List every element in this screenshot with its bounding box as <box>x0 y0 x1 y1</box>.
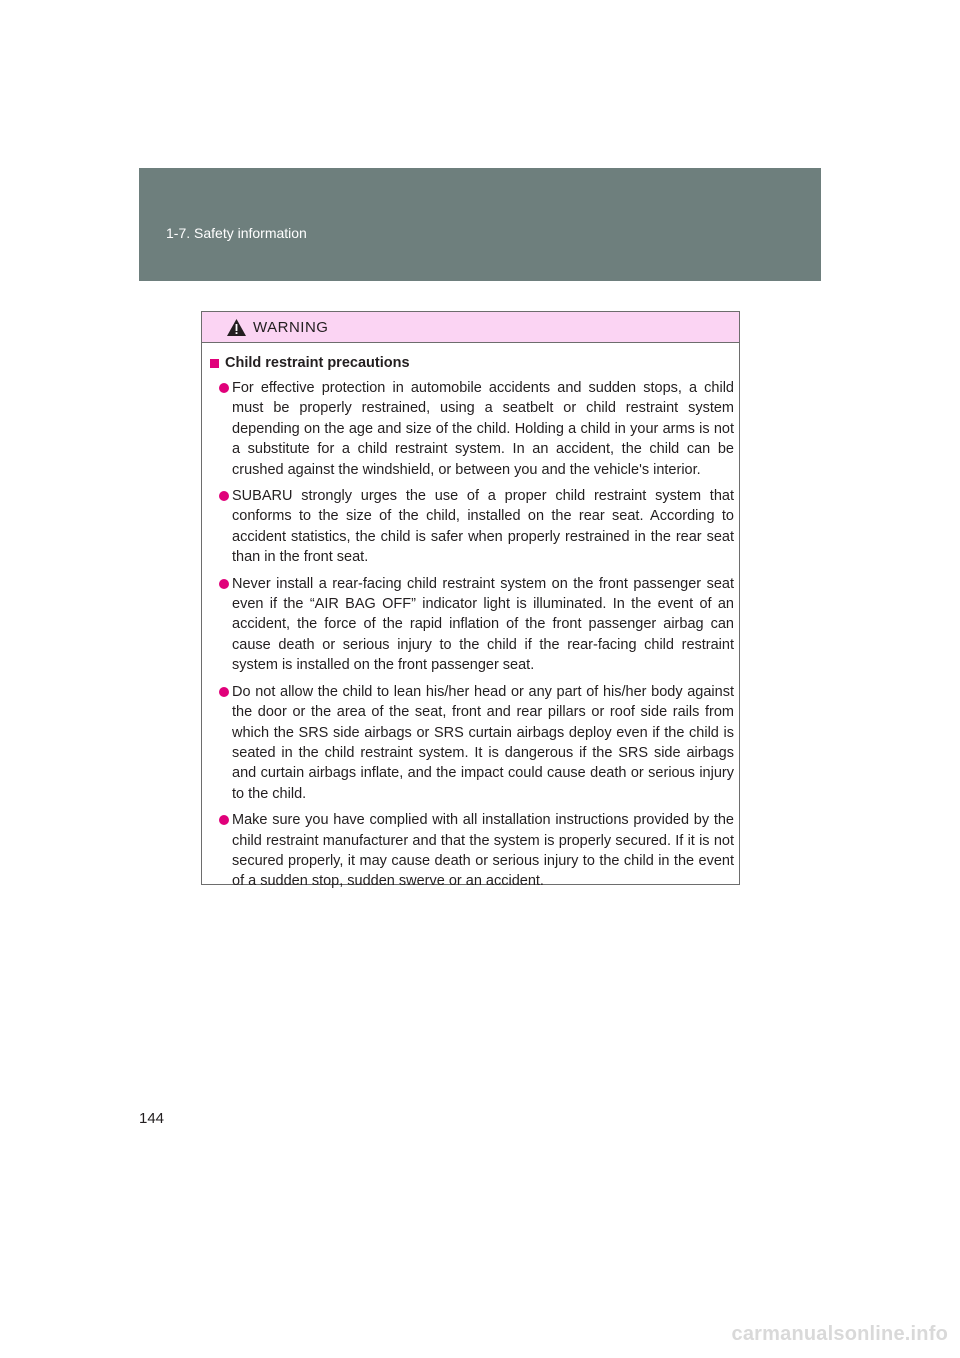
dot-bullet-icon <box>219 687 229 697</box>
list-item <box>209 378 734 480</box>
warning-label: WARNING <box>253 318 329 336</box>
subsection-heading <box>209 355 734 371</box>
dot-bullet-icon <box>219 815 229 825</box>
warning-body <box>202 343 739 892</box>
warning-box <box>201 311 740 890</box>
warning-triangle-icon <box>226 318 247 337</box>
list-item <box>209 682 734 804</box>
list-item <box>209 810 734 892</box>
square-bullet-icon <box>210 359 219 368</box>
warning-header <box>202 312 739 343</box>
list-item-text: Never install a rear-facing child restraint system on the front passenger seat even if the “AIR BAG OFF” indicator light is illuminated. In the event of an accident, the force of the rapid inflation of the front passenger airbag can cause death or serious injury to the child if the rear-facing child restraint system is installed on the front passenger seat. <box>232 575 734 674</box>
list-item <box>209 574 734 676</box>
dot-bullet-icon <box>219 491 229 501</box>
watermark: carmanualsonline.info <box>731 1323 948 1345</box>
section-title: 1-7. Safety information <box>166 225 307 241</box>
list-item <box>209 486 734 568</box>
list-item-text: For effective protection in automobile accidents and sudden stops, a child must be properly restrained, using a seatbelt or child restraint system depending on the age and size of the child. Holding a child in your arms is not a substitute for a child restraint system. In an accident, the child can be crushed against the windshield, or between you and the vehicle's interior. <box>232 380 734 478</box>
list-item-text: Do not allow the child to lean his/her head or any part of his/her body against the door or the area of the seat, front and rear pillars or roof side rails from which the SRS side airbags or SRS curtain airbags deploy even if the child is seated in the child restraint system. It is dangerous if the SRS side airbags and curtain airbags inflate, and the impact could cause death or serious injury to the child. <box>232 683 734 802</box>
list-item-text: SUBARU strongly urges the use of a proper child restraint system that conforms to the size of the child, installed on the rear seat. According to accident statistics, the child is safer when properly restrained in the rear seat than in the front seat. <box>232 488 734 566</box>
subsection-title: Child restraint precautions <box>225 355 410 371</box>
page-number: 144 <box>139 1110 165 1127</box>
precautions-list <box>209 378 734 892</box>
section-header-band <box>139 168 821 281</box>
dot-bullet-icon <box>219 579 229 589</box>
list-item-text: Make sure you have complied with all installation instructions provided by the child restraint manufacturer and that the system is properly secured. If it is not secured properly, it may cause death or serious injury to the child in the event of a sudden stop, sudden swerve or an accident. <box>232 812 734 890</box>
dot-bullet-icon <box>219 383 229 393</box>
